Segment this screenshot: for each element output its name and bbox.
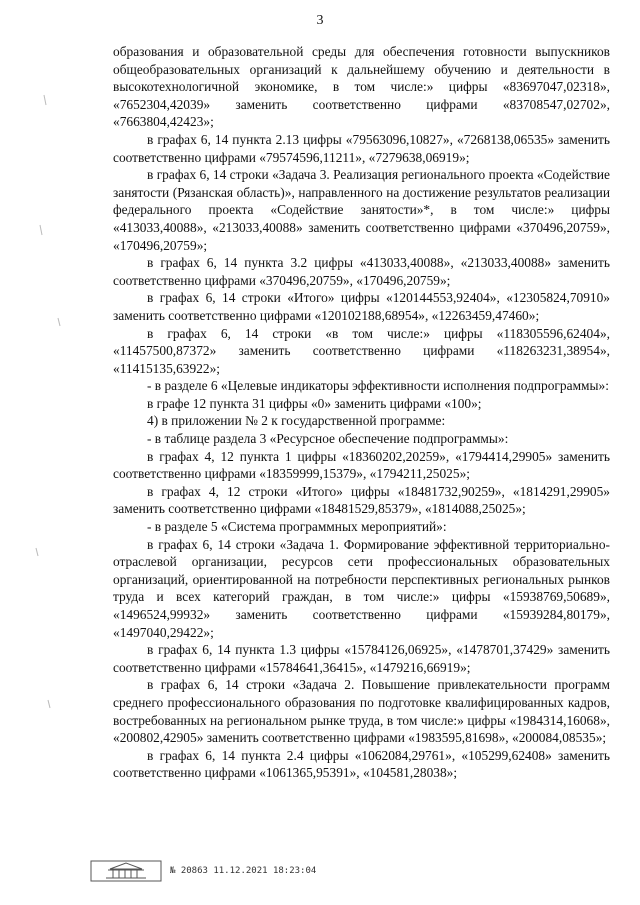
paragraph-3: в графах 6, 14 строки «Задача 3. Реализация регионального проекта «Содействие занятости (Рязанская область)», направленного на достижение результатов реализации федерального проекта «Содействие занятости»*, в том числе:» цифры «413033,40088», «213033,40088» заменить соответственно цифрами «370496,20759», «170496,20759»; — [113, 167, 610, 253]
paragraph-5: в графах 6, 14 строки «Итого» цифры «120144553,92404», «12305824,70910» заменить соответственно цифрами «120102188,68954», «12263459,47460»; — [113, 290, 610, 323]
paragraph-8: в графе 12 пункта 31 цифры «0» заменить цифрами «100»; — [147, 395, 482, 411]
paragraph-16: в графах 6, 14 строки «Задача 2. Повышение привлекательности программ среднего профессионального образования по подготовке квалифицированных кадров, востребованных на региональном рынке труда, в том числе:» цифры «1984314,16068», «200802,42905» заменить соответственно цифрами «1983595,81698», «200084,08535»; — [113, 677, 610, 746]
paragraph-15: в графах 6, 14 пункта 1.3 цифры «15784126,06925», «1478701,37429» заменить соответственно цифрами «15784641,36415», «1479216,66919»; — [113, 642, 610, 675]
paragraph-1: образования и образовательной среды для обеспечения готовности выпускников общеобразовательных организаций к дальнейшему обучению и деятельности в высокотехнологичной экономике, в том числе:» цифры «83697047,02318», «7652304,42039» заменить соответственно цифрами «83708547,02702», «7663804,42423»; — [113, 44, 610, 130]
paragraph-6: в графах 6, 14 строки «в том числе:» цифры «118305596,62404», «11457500,87372» заменить соответственно цифрами «118263231,38954», «11415135,63922»; — [113, 325, 610, 376]
paragraph-13: - в разделе 5 «Система программных мероприятий»: — [147, 519, 447, 535]
paragraph-10: - в таблице раздела 3 «Ресурсное обеспечение подпрограммы»: — [147, 431, 509, 447]
paragraph-11: в графах 4, 12 пункта 1 цифры «18360202,20259», «1794414,29905» заменить соответственно цифрами «18359999,15379», «1794211,25025»; — [113, 448, 610, 482]
margin-scan-marks — [0, 0, 100, 905]
page-number: 3 — [316, 13, 324, 28]
paragraph-12: в графах 4, 12 строки «Итого» цифры «18481732,90259», «1814291,29905» заменить соответственно цифрами «18481529,85379», «1814088,25025»; — [113, 483, 610, 517]
document-body — [113, 43, 610, 782]
document-footer — [90, 859, 316, 883]
paragraph-7: - в разделе 6 «Целевые индикаторы эффективности исполнения подпрограммы»: — [147, 378, 609, 394]
paragraph-17: в графах 6, 14 пункта 2.4 цифры «1062084,29761», «105299,62408» заменить соответственно цифрами «1061365,95391», «104581,28038»; — [113, 747, 610, 781]
registration-stamp: № 20863 11.12.2021 18:23:04 — [170, 866, 317, 876]
paragraph-4: в графах 6, 14 пункта 3.2 цифры «413033,40088», «213033,40088» заменить соответственно цифрами «370496,20759», «170496,20759»; — [113, 255, 610, 288]
paragraph-14: в графах 6, 14 строки «Задача 1. Формирование эффективной территориально-отраслевой организации, ресурсов сети профессиональных образовательных организаций, ориентированной на потребности перспективных региональных рынков труда и всех категорий граждан, в том числе:» цифры «15938769,50689», «1496524,99932» заменить соответственно цифрами «15939284,80179», «1497040,29422»; — [113, 536, 610, 640]
paragraph-2: в графах 6, 14 пункта 2.13 цифры «79563096,10827», «7268138,06535» заменить соответственно цифрами «79574596,11211», «7279638,06919»; — [113, 131, 610, 165]
building-seal-icon — [90, 860, 162, 882]
paragraph-9: 4) в приложении № 2 к государственной программе: — [147, 413, 446, 429]
